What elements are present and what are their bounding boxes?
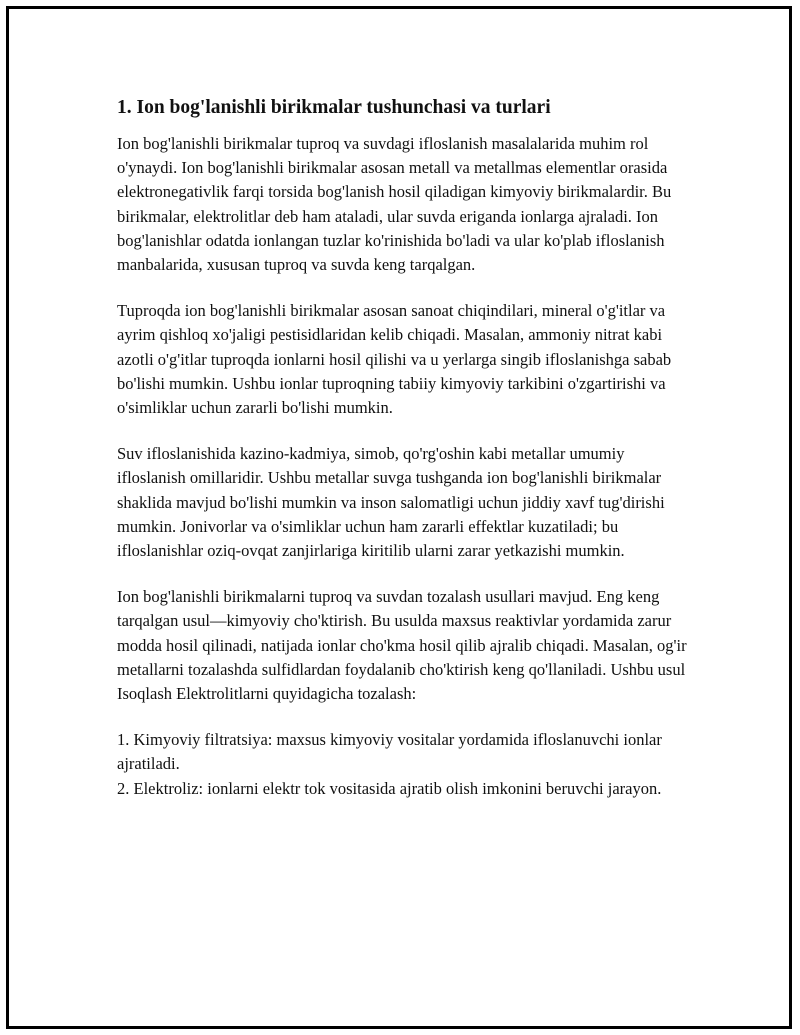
method-list: [117, 728, 692, 801]
paragraph-4: Ion bog'lanishli birikmalarni tuproq va suvdan tozalash usullari mavjud. Eng keng tarqalgan usul—kimyoviy cho'ktirish. Bu usulda maxsus reaktivlar yordamida zarur modda hosil qilinadi, natijada ionlar cho'kma hosil qilib ajralib chiqadi. Masalan, og'ir metallarni tozalashda sulfidlardan foydalanib cho'ktirish keng qo'llaniladi. Ushbu usul Isoqlash Elektrolitlarni quyidagicha tozalash:: [117, 587, 687, 704]
list-item: 1. Kimyoviy filtratsiya: maxsus kimyoviy vositalar yordamida ifloslanuvchi ionlar ajratiladi.: [117, 730, 662, 774]
paragraph-2: Tuproqda ion bog'lanishli birikmalar asosan sanoat chiqindilari, mineral o'g'itlar va ayrim qishloq xo'jaligi pestisidlaridan kelib chiqadi. Masalan, ammoniy nitrat kabi azotli o'g'itlar tuproqda ionlarni hosil qilishi va u yerlarga singib ifloslanishga sabab bo'lishi mumkin. Ushbu ionlar tuproqning tabiiy kimyoviy tarkibini o'zgartirishi va o'simliklar uchun zararli bo'lishi mumkin.: [117, 301, 672, 418]
paragraph-3: Suv ifloslanishida kazino-kadmiya, simob, qo'rg'oshin kabi metallar umumiy ifloslanish omillaridir. Ushbu metallar suvga tushganda ion bog'lanishli birikmalar shaklida mavjud bo'lishi mumkin va inson salomatligi uchun jiddiy xavf tug'dirishi mumkin. Jonivorlar va o'simliklar uchun ham zararli effektlar kuzatiladi; bu ifloslanishlar oziq-ovqat zanjirlariga kiritilib ularni zarar yetkazishi mumkin.: [117, 444, 665, 561]
section-heading: 1. Ion bog'lanishli birikmalar tushunchasi va turlari: [117, 97, 551, 118]
list-item: 2. Elektroliz: ionlarni elektr tok vositasida ajratib olish imkonini beruvchi jarayon.: [117, 778, 662, 798]
document-body: [117, 96, 692, 801]
paragraph-1: Ion bog'lanishli birikmalar tuproq va suvdagi ifloslanish masalalarida muhim rol o'ynaydi. Ion bog'lanishli birikmalar asosan metall va metallmas elementlar orasida elektronegativlik farqi torsida bog'lanish hosil qiladigan kimyoviy birikmalardir. Bu birikmalar, elektrolitlar deb ham ataladi, ular suvda eriganda ionlarga ajraladi. Ion bog'lanishlar odatda ionlangan tuzlar ko'rinishida bo'ladi va ular ko'plab ifloslanish manbalarida, xususan tuproq va suvda keng tarqalgan.: [117, 134, 672, 275]
